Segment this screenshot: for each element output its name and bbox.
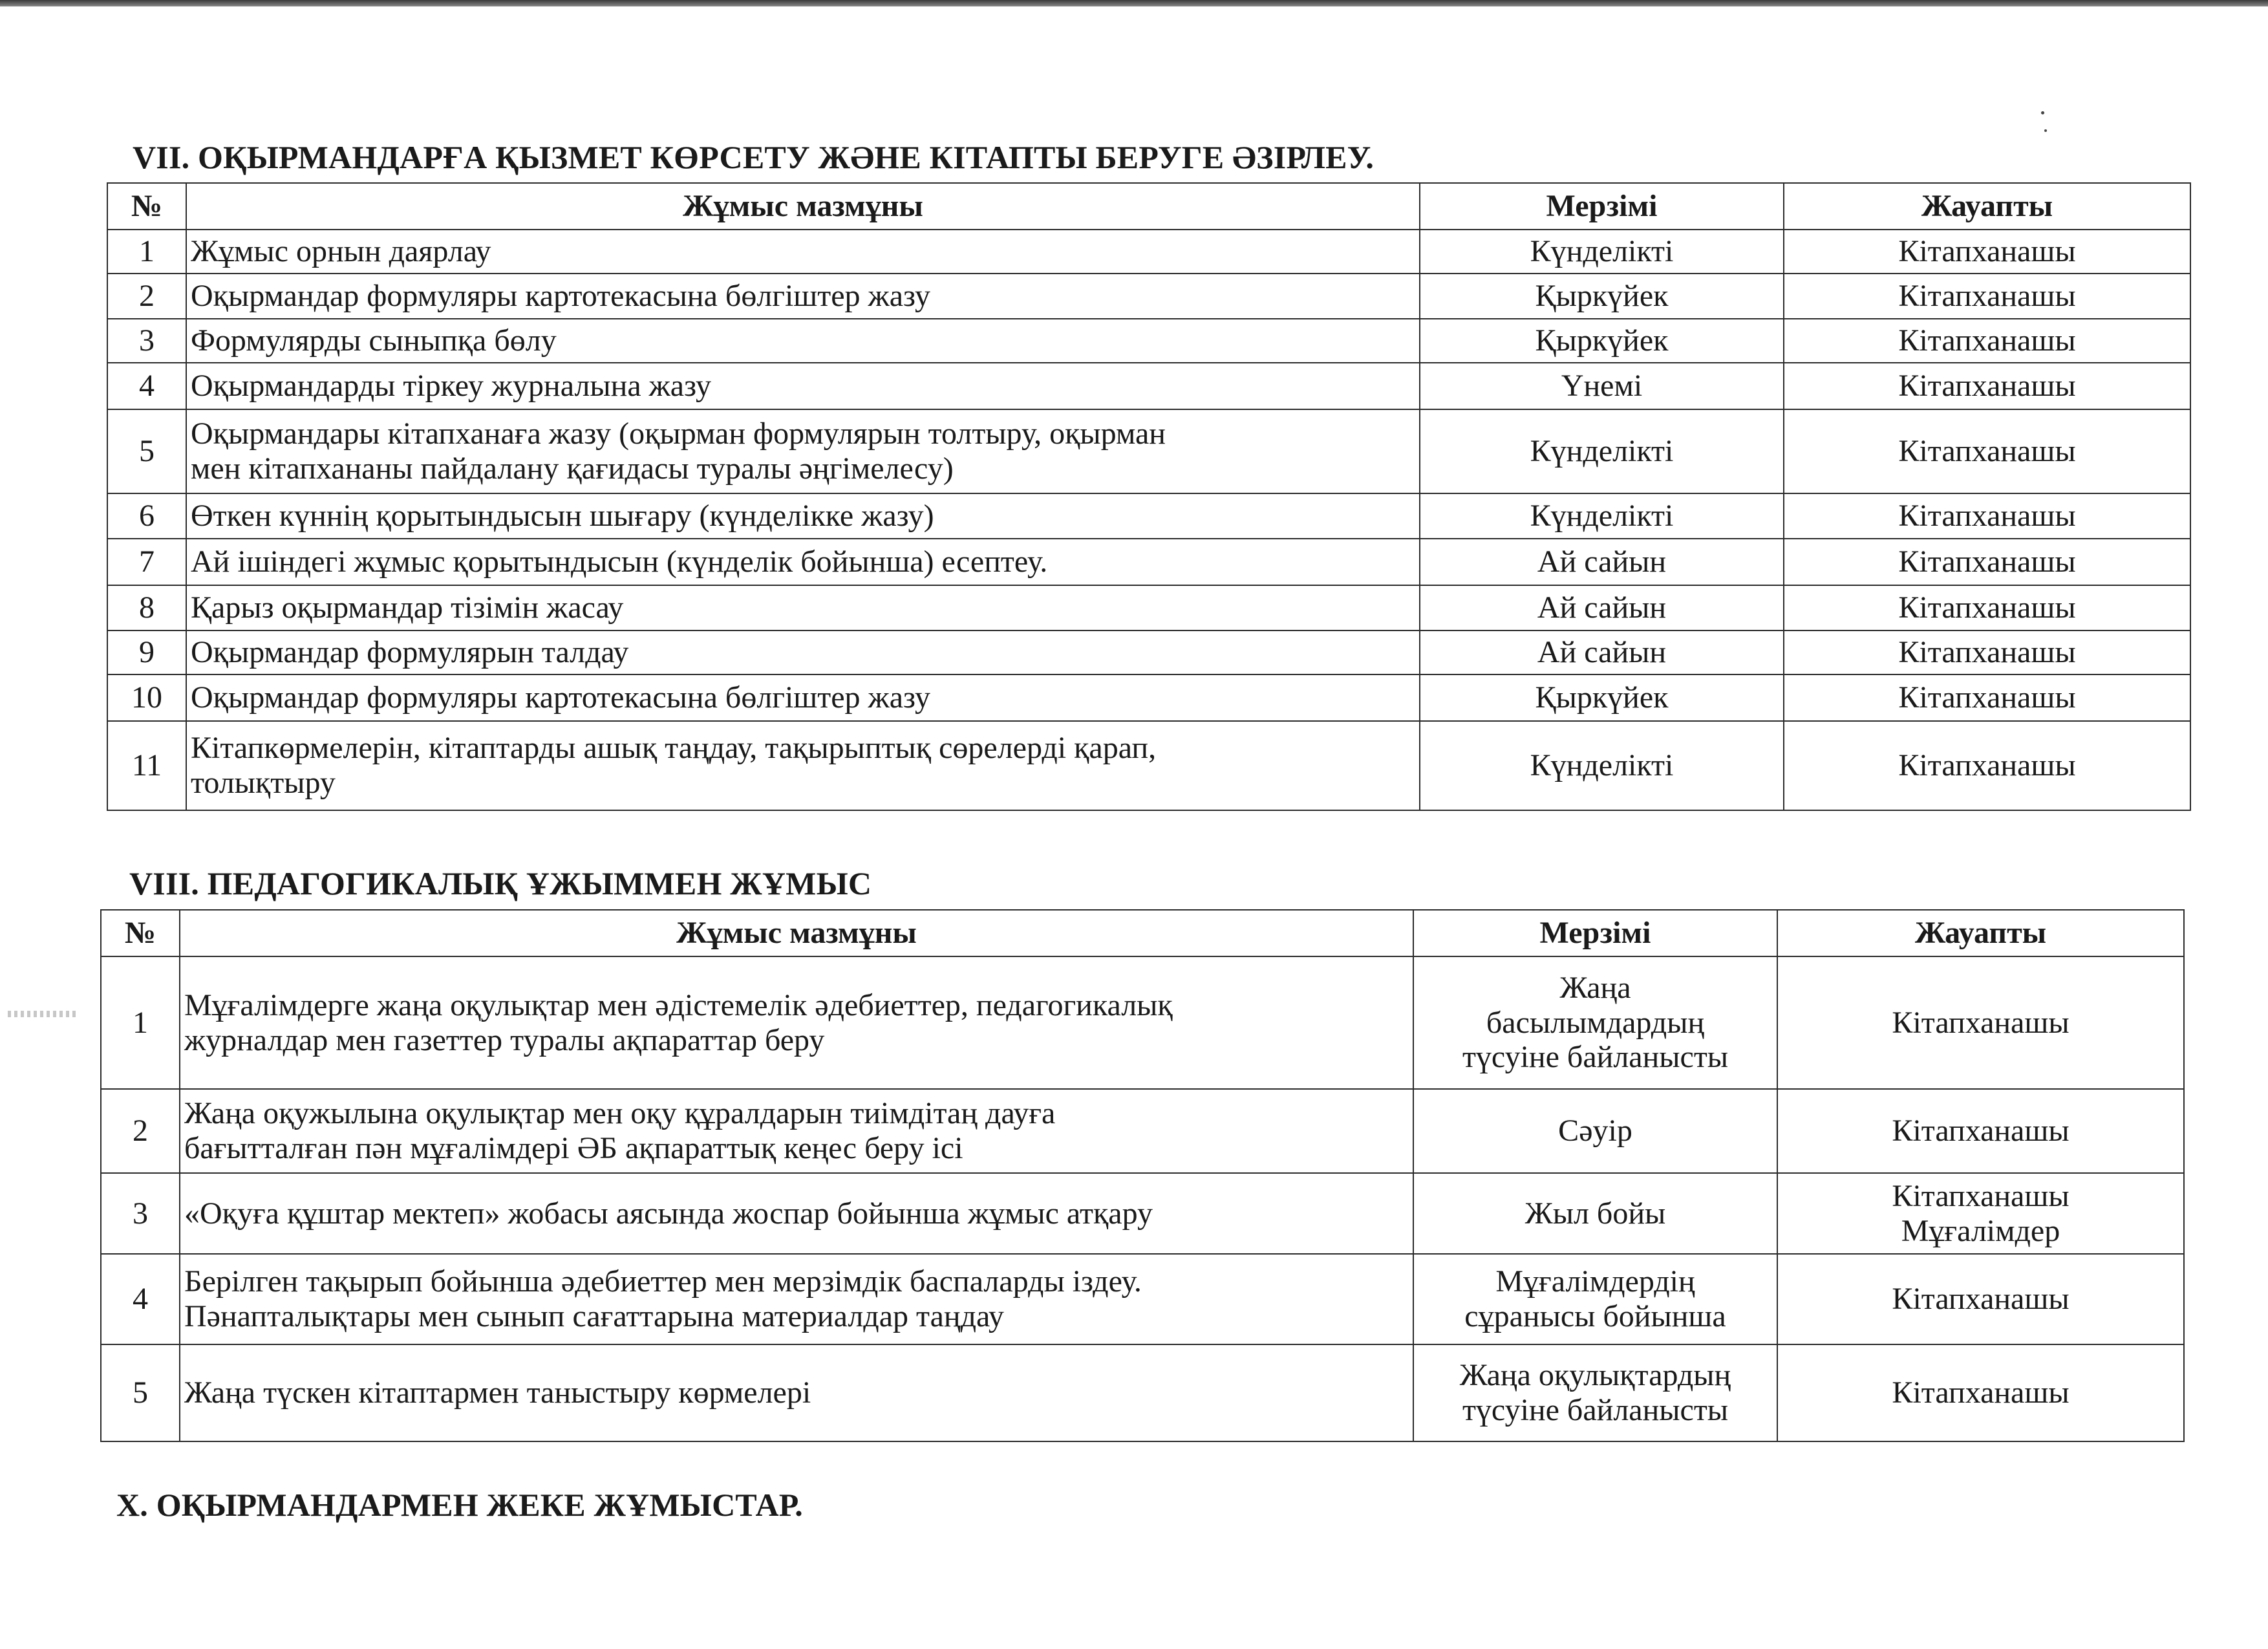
work-content-line: Формулярды сыныпқа бөлу (191, 323, 557, 358)
deadline-line: түсуіне байланысты (1462, 1393, 1729, 1427)
table-row (107, 630, 2190, 674)
deadline-line: Мұғалімдердің (1495, 1264, 1695, 1299)
table-row (107, 274, 2190, 319)
row-number-cell: 6 (107, 493, 186, 539)
responsible-cell (1784, 585, 2190, 630)
row-number-cell: 10 (107, 674, 186, 721)
responsible-line: Кітапханашы (1898, 434, 2076, 469)
deadline-cell (1413, 1254, 1777, 1344)
column-header-deadline: Мерзімі (1420, 183, 1784, 230)
work-content-cell (180, 956, 1413, 1089)
table-row (107, 319, 2190, 363)
table-row (101, 956, 2184, 1089)
column-header-content: Жұмыс мазмұны (180, 910, 1413, 956)
deadline-cell (1420, 363, 1784, 409)
work-content-cell (186, 539, 1420, 585)
responsible-cell (1777, 1254, 2184, 1344)
deadline-line: басылымдардың (1486, 1005, 1705, 1040)
deadline-cell (1420, 585, 1784, 630)
table-row (107, 409, 2190, 493)
work-content-line: Берілген тақырып бойынша әдебиеттер мен мерзімдік баспаларды іздеу. (184, 1264, 1142, 1299)
work-content-line: «Оқуға құштар мектеп» жобасы аясында жоспар бойынша жұмыс атқару (184, 1196, 1153, 1231)
responsible-cell (1784, 319, 2190, 363)
scan-smudge (8, 1011, 76, 1017)
work-content-line: Оқырмандар формуляры картотекасына бөлгіштер жазу (191, 279, 930, 314)
pedagogical-team-table (100, 909, 2185, 1442)
responsible-cell (1777, 1173, 2184, 1254)
deadline-line: Жаңа (1559, 970, 1631, 1005)
work-content-line: Мұғалімдерге жаңа оқулықтар мен әдістемелік әдебиеттер, педагогикалық (184, 987, 1173, 1022)
table-row (107, 674, 2190, 721)
work-content-cell (186, 319, 1420, 363)
work-content-line: Оқырмандар формулярын талдау (191, 635, 629, 670)
responsible-line: Кітапханашы (1898, 323, 2076, 358)
responsible-cell (1777, 1089, 2184, 1173)
table-row (107, 585, 2190, 630)
row-number-cell: 9 (107, 630, 186, 674)
deadline-line: Күнделікті (1530, 434, 1674, 469)
scan-speck (2044, 129, 2047, 132)
work-content-cell (186, 230, 1420, 274)
responsible-line: Кітапханашы (1898, 544, 2076, 579)
work-content-cell (186, 493, 1420, 539)
column-header-deadline: Мерзімі (1413, 910, 1777, 956)
work-content-cell (186, 721, 1420, 810)
deadline-cell (1420, 274, 1784, 319)
responsible-cell (1784, 721, 2190, 810)
work-content-cell (186, 585, 1420, 630)
row-number-cell: 4 (101, 1254, 180, 1344)
responsible-line: Кітапханашы (1898, 279, 2076, 314)
responsible-cell (1784, 230, 2190, 274)
deadline-line: Қыркүйек (1535, 323, 1669, 358)
work-content-cell (186, 409, 1420, 493)
deadline-cell (1413, 1344, 1777, 1441)
table-row (101, 1173, 2184, 1254)
responsible-line: Кітапханашы (1892, 1282, 2070, 1317)
row-number-cell: 3 (107, 319, 186, 363)
responsible-line: Мұғалімдер (1901, 1213, 2060, 1248)
deadline-line: Күнделікті (1530, 499, 1674, 534)
deadline-line: сұранысы бойынша (1464, 1299, 1726, 1333)
row-number-cell: 11 (107, 721, 186, 810)
row-number-cell: 4 (107, 363, 186, 409)
work-content-cell (180, 1173, 1413, 1254)
row-number-cell: 5 (101, 1344, 180, 1441)
work-content-cell (186, 630, 1420, 674)
deadline-line: Жаңа оқулықтардың (1459, 1358, 1731, 1393)
row-number-cell: 2 (107, 274, 186, 319)
work-content-cell (180, 1254, 1413, 1344)
row-number-cell: 2 (101, 1089, 180, 1173)
table-row (107, 230, 2190, 274)
table-row (101, 1344, 2184, 1441)
work-content-line: толықтыру (191, 766, 336, 800)
section-10-title: X. ОҚЫРМАНДАРМЕН ЖЕКЕ ЖҰМЫСТАР. (116, 1487, 803, 1523)
responsible-line: Кітапханашы (1892, 1178, 2070, 1213)
work-content-line: Ай ішіндегі жұмыс қорытындысын (күнделік бойынша) есептеу. (191, 544, 1048, 579)
work-content-line: Жұмыс орнын даярлау (191, 234, 491, 269)
work-content-line: бағытталған пән мұғалімдері ӘБ ақпараттық кеңес беру ісі (184, 1131, 963, 1165)
row-number-cell: 8 (107, 585, 186, 630)
responsible-cell (1784, 630, 2190, 674)
deadline-line: Ай сайын (1537, 635, 1667, 670)
responsible-cell (1784, 409, 2190, 493)
column-header-responsible: Жауапты (1784, 183, 2190, 230)
deadline-line: Қыркүйек (1535, 279, 1669, 314)
responsible-line: Кітапханашы (1892, 1114, 2070, 1148)
column-header-number: № (101, 910, 180, 956)
deadline-cell (1420, 493, 1784, 539)
responsible-cell (1784, 674, 2190, 721)
responsible-line: Кітапханашы (1898, 635, 2076, 670)
responsible-line: Кітапханашы (1898, 369, 2076, 404)
deadline-cell (1420, 674, 1784, 721)
responsible-line: Кітапханашы (1898, 499, 2076, 534)
column-header-responsible: Жауапты (1777, 910, 2184, 956)
responsible-cell (1784, 493, 2190, 539)
deadline-cell (1420, 319, 1784, 363)
deadline-line: Ай сайын (1537, 590, 1667, 625)
row-number-cell: 7 (107, 539, 186, 585)
section-8-title: VIII. ПЕДАГОГИКАЛЫҚ ҰЖЫММЕН ЖҰМЫС (129, 865, 872, 901)
deadline-cell (1413, 1173, 1777, 1254)
work-content-line: Пәнапталықтары мен сынып сағаттарына материалдар таңдау (184, 1299, 1004, 1333)
table-row (107, 539, 2190, 585)
table-row (101, 1089, 2184, 1173)
table-row (107, 493, 2190, 539)
work-content-line: Оқырмандары кітапханаға жазу (оқырман формулярын толтыру, оқырман (191, 416, 1166, 451)
responsible-cell (1784, 274, 2190, 319)
table-row (107, 721, 2190, 810)
row-number-cell: 3 (101, 1173, 180, 1254)
deadline-cell (1420, 539, 1784, 585)
work-content-line: Қарыз оқырмандар тізімін жасау (191, 590, 624, 625)
section-7-title: VII. ОҚЫРМАНДАРҒА ҚЫЗМЕТ КӨРСЕТУ ЖӘНЕ КІТАПТЫ БЕРУГЕ ӘЗІРЛЕУ. (133, 139, 1375, 175)
deadline-cell (1420, 630, 1784, 674)
work-content-cell (186, 674, 1420, 721)
work-content-line: Жаңа оқужылына оқулықтар мен оқу құралдарын тиімдітаң дауға (184, 1096, 1056, 1131)
work-content-cell (180, 1344, 1413, 1441)
deadline-cell (1420, 721, 1784, 810)
table-header-row (101, 910, 2184, 956)
deadline-line: Күнделікті (1530, 234, 1674, 269)
deadline-cell (1420, 409, 1784, 493)
responsible-line: Кітапханашы (1898, 748, 2076, 783)
work-content-line: Оқырмандарды тіркеу журналына жазу (191, 369, 712, 404)
work-content-line: мен кітапхананы пайдалану қағидасы туралы әңгімелесу) (191, 451, 954, 486)
work-content-cell (180, 1089, 1413, 1173)
deadline-line: түсуіне байланысты (1462, 1040, 1729, 1075)
column-header-content: Жұмыс мазмұны (186, 183, 1420, 230)
responsible-cell (1777, 956, 2184, 1089)
deadline-line: Жыл бойы (1524, 1196, 1666, 1231)
work-content-line: Кітапкөрмелерін, кітаптарды ашық таңдау, тақырыптық сөрелерді қарап, (191, 731, 1157, 766)
responsible-line: Кітапханашы (1892, 1005, 2070, 1040)
reader-service-table (107, 182, 2191, 811)
deadline-cell (1413, 956, 1777, 1089)
scan-top-edge (0, 0, 2268, 6)
responsible-cell (1784, 539, 2190, 585)
work-content-cell (186, 363, 1420, 409)
deadline-line: Қыркүйек (1535, 680, 1669, 715)
responsible-cell (1777, 1344, 2184, 1441)
responsible-cell (1784, 363, 2190, 409)
deadline-line: Сәуір (1558, 1114, 1632, 1148)
work-content-line: Оқырмандар формуляры картотекасына бөлгіштер жазу (191, 680, 930, 715)
responsible-line: Кітапханашы (1898, 590, 2076, 625)
responsible-line: Кітапханашы (1898, 680, 2076, 715)
work-content-line: Өткен күннің қорытындысын шығару (күнделікке жазу) (191, 499, 934, 534)
work-content-line: журналдар мен газеттер туралы ақпараттар беру (184, 1022, 825, 1057)
deadline-cell (1413, 1089, 1777, 1173)
deadline-cell (1420, 230, 1784, 274)
table-row (107, 363, 2190, 409)
table-header-row (107, 183, 2190, 230)
deadline-line: Үнемі (1561, 369, 1643, 404)
responsible-line: Кітапханашы (1898, 234, 2076, 269)
deadline-line: Ай сайын (1537, 544, 1667, 579)
row-number-cell: 1 (101, 956, 180, 1089)
work-content-cell (186, 274, 1420, 319)
row-number-cell: 1 (107, 230, 186, 274)
column-header-number: № (107, 183, 186, 230)
scan-speck (2041, 111, 2044, 114)
row-number-cell: 5 (107, 409, 186, 493)
table-row (101, 1254, 2184, 1344)
deadline-line: Күнделікті (1530, 748, 1674, 783)
work-content-line: Жаңа түскен кітаптармен таныстыру көрмелері (184, 1375, 811, 1410)
responsible-line: Кітапханашы (1892, 1375, 2070, 1410)
